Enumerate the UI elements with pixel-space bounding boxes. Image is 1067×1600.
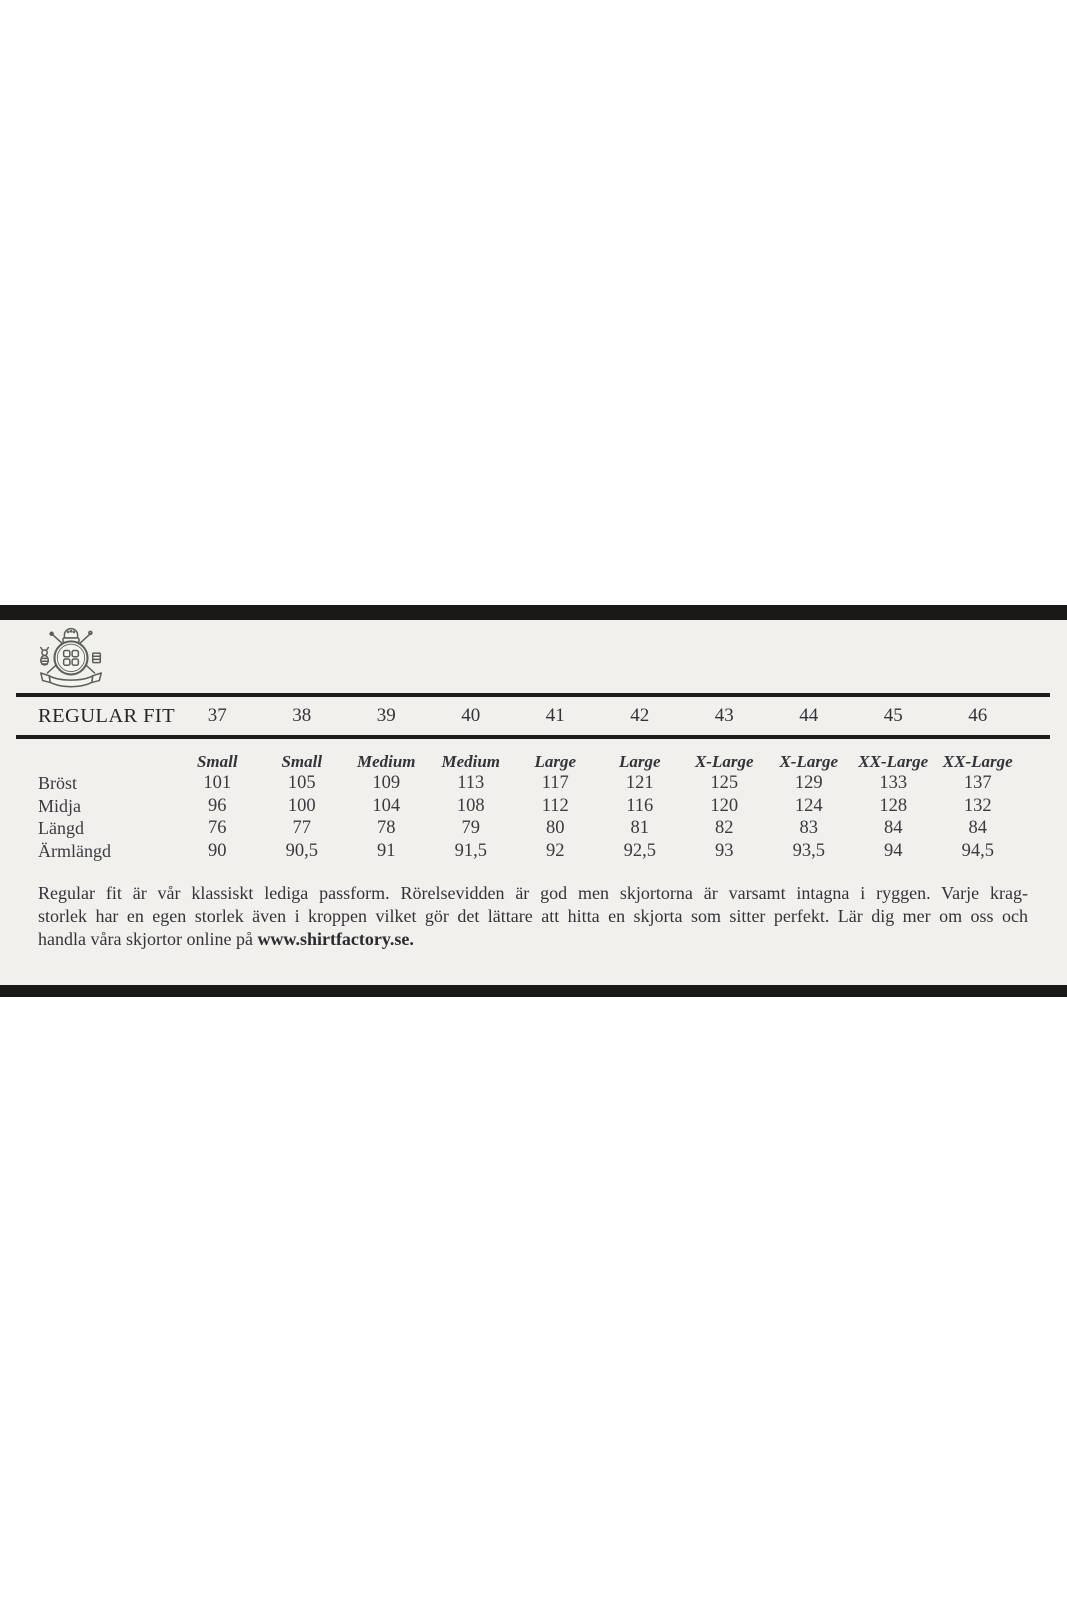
waist-value: 120 [710,795,739,816]
size-name: XX-Large [942,752,1013,771]
waist-value: 116 [626,795,654,816]
collar-size-43: 43 [714,705,734,726]
length-value: 84 [884,818,903,838]
collar-size-header-row [38,697,1067,735]
label-card-body [0,620,1067,985]
sleeve-value: 92 [546,840,565,861]
chest-value: 125 [710,773,739,793]
row-label: Ärmlängd [38,840,111,861]
sleeve-value: 93 [715,840,734,861]
size-name: Large [618,752,661,771]
sleeve-value: 90,5 [285,840,318,861]
chest-value: 101 [203,773,232,793]
waist-value: 128 [879,795,908,816]
length-value: 76 [208,818,227,838]
collar-size-38: 38 [292,705,312,726]
size-name: Small [281,752,323,771]
length-value: 82 [715,818,734,838]
chest-value: 113 [457,773,485,793]
bottom-black-bar [0,985,1067,997]
collar-size-44: 44 [799,705,819,726]
collar-size-46: 46 [968,705,988,726]
length-value: 83 [799,818,818,838]
collar-size-40: 40 [461,705,481,726]
chest-value: 133 [879,773,908,793]
measurement-row-waist [38,795,1067,818]
description-line-2: storlek har en egen storlek även i kroppen vilket gör det lättare att hitta en skjorta som sitter perfekt. Lär dig mer om oss och [38,906,1028,926]
size-name: Large [534,752,577,771]
description-line-3 [38,928,1028,951]
sleeve-value: 94,5 [961,840,994,861]
tailor-crest-logo-icon [35,622,107,690]
divider-rule-bottom [16,735,1050,739]
chest-value: 117 [541,773,569,793]
length-value: 84 [968,818,987,838]
measurement-row-length [38,817,1067,840]
collar-size-45: 45 [883,705,903,726]
size-name: Small [196,752,238,771]
chest-value: 121 [625,773,654,793]
waist-value: 108 [456,795,485,816]
length-value: 80 [546,818,565,838]
size-name-row [38,752,1067,772]
collar-size-37: 37 [207,705,227,726]
size-name: X-Large [779,752,839,771]
sleeve-value: 92,5 [623,840,656,861]
waist-value: 124 [794,795,823,816]
chest-value: 129 [794,773,823,793]
size-name: Medium [441,752,501,771]
collar-size-41: 41 [545,705,565,726]
sleeve-value: 91,5 [454,840,487,861]
size-name: Medium [356,752,416,771]
fit-description-paragraph [38,882,1028,951]
row-label: Midja [38,795,81,816]
waist-value: 104 [372,795,401,816]
collar-size-39: 39 [376,705,396,726]
row-label: Bröst [38,773,78,793]
description-line-3-text: handla våra skjortor online på [38,929,258,949]
waist-value: 112 [541,795,569,816]
sleeve-value: 90 [208,840,227,861]
measurement-row-chest [38,772,1067,795]
size-name: XX-Large [858,752,929,771]
sleeve-value: 93,5 [792,840,825,861]
size-name-spacer [38,752,175,772]
length-value: 78 [377,818,396,838]
description-line-1: Regular fit är vår klassiskt lediga passform. Rörelsevidden är god men skjortorna är varsamt intagna i ryggen. Varje krag- [38,883,1028,903]
size-name: X-Large [694,752,754,771]
chest-value: 109 [372,773,401,793]
chest-value: 137 [963,773,992,793]
waist-value: 100 [287,795,316,816]
row-label: Längd [38,818,84,838]
length-value: 81 [630,818,649,838]
waist-value: 96 [208,795,227,816]
sleeve-value: 91 [377,840,396,861]
chest-value: 105 [287,773,316,793]
waist-value: 132 [963,795,992,816]
top-black-bar [0,605,1067,620]
size-chart-label-card [0,605,1067,997]
sleeve-value: 94 [884,840,903,861]
length-value: 79 [461,818,480,838]
website-url-text: www.shirtfactory.se. [257,929,414,949]
collar-size-42: 42 [630,705,650,726]
measurement-row-sleeve [38,840,1067,863]
length-value: 77 [292,818,311,838]
fit-title: REGULAR FIT [38,704,176,727]
